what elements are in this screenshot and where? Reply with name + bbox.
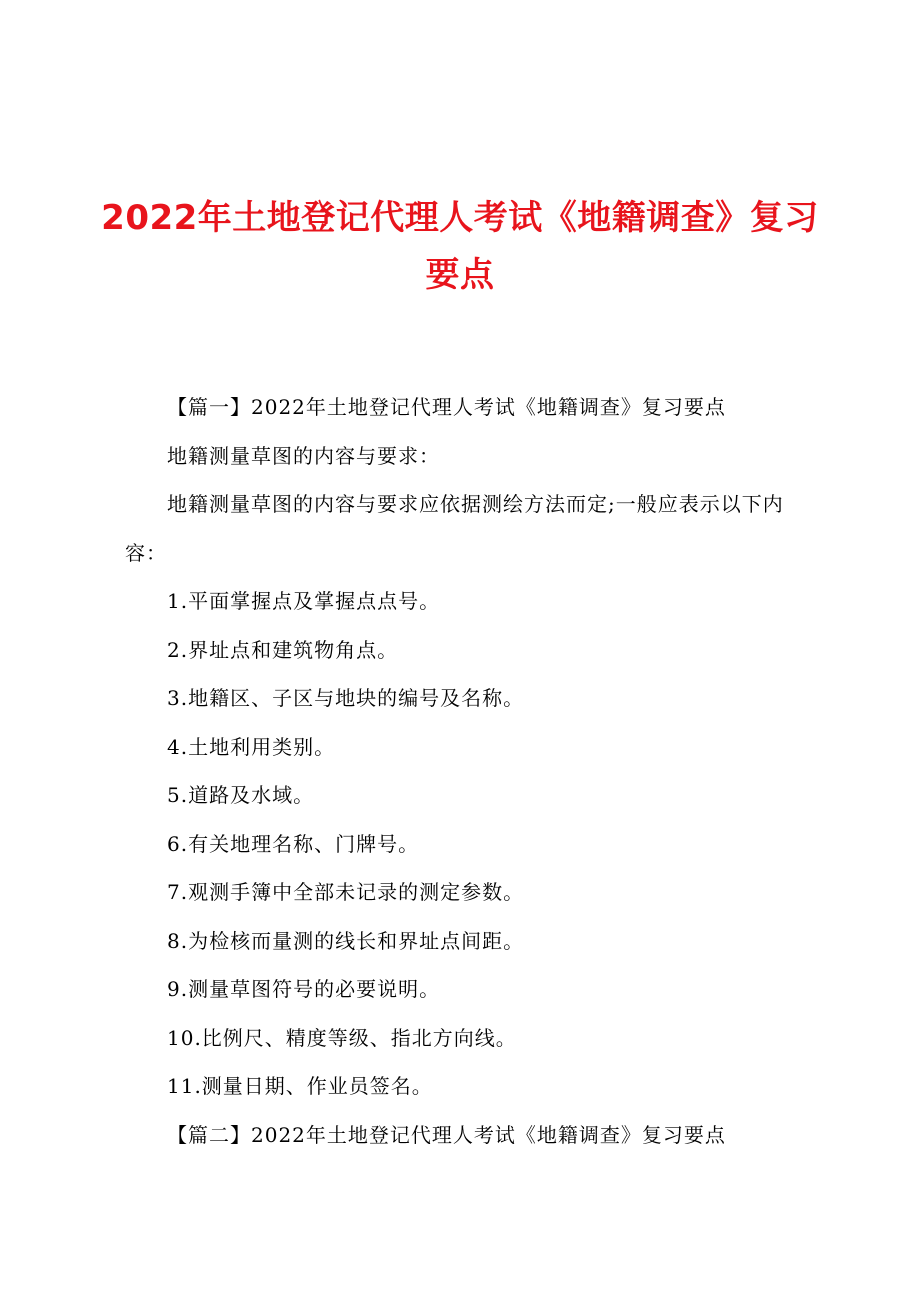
list-item: 1.平面掌握点及掌握点点号。 <box>167 589 441 613</box>
list-item: 7.观测手簿中全部未记录的测定参数。 <box>167 880 525 904</box>
list-item: 4.土地利用类别。 <box>167 734 336 759</box>
title-line-1: 2022年土地登记代理人考试《地籍调查》复习 <box>101 198 819 238</box>
list-item: 2.界址点和建筑物角点。 <box>167 637 399 662</box>
list-item: 8.为检核而量测的线长和界址点间距。 <box>167 928 525 953</box>
subheading: 地籍测量草图的内容与要求： <box>167 443 440 468</box>
section-heading-2: 【篇二】2022年土地登记代理人考试《地籍调查》复习要点 <box>167 1122 726 1147</box>
list-item: 6.有关地理名称、门牌号。 <box>167 831 420 856</box>
list-item: 3.地籍区、子区与地块的编号及名称。 <box>167 686 525 710</box>
section-heading-1: 【篇一】2022年土地登记代理人考试《地籍调查》复习要点 <box>167 395 726 419</box>
list-item: 10.比例尺、精度等级、指北方向线。 <box>167 1025 517 1050</box>
list-item: 11.测量日期、作业员签名。 <box>167 1074 433 1098</box>
document-body <box>125 383 805 1159</box>
intro-paragraph: 地籍测量草图的内容与要求应依据测绘方法而定;一般应表示以下内容： <box>125 492 784 565</box>
list-item: 5.道路及水域。 <box>167 783 315 807</box>
list-item: 9.测量草图符号的必要说明。 <box>167 977 441 1001</box>
document-title <box>100 190 820 304</box>
title-line-2: 要点 <box>425 255 495 295</box>
